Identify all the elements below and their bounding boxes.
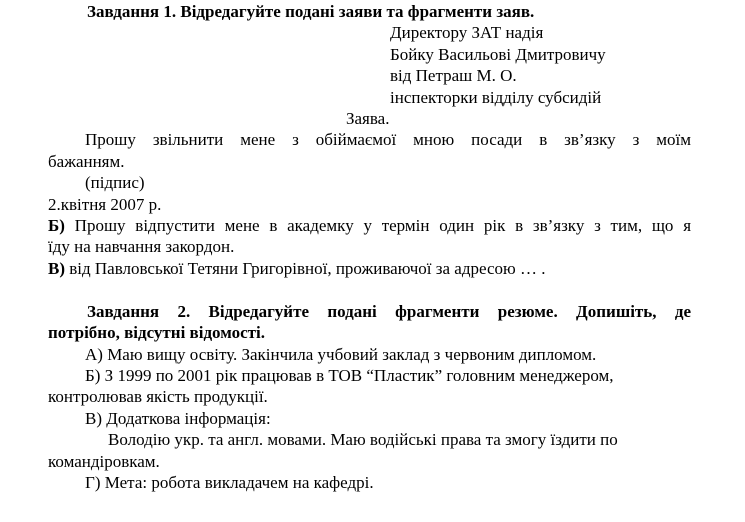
resume-item-b-line-2: контролював якість продукції. bbox=[48, 387, 268, 406]
signature-label: (підпис) bbox=[85, 173, 145, 192]
addressee-line-2: Бойку Васильові Дмитровичу bbox=[390, 45, 606, 64]
resume-item-c-text-line-1: Володію укр. та англ. мовами. Маю водійські права та змогу їздити по bbox=[108, 430, 618, 449]
addressee-line-4: інспекторки відділу субсидій bbox=[390, 88, 602, 107]
document-title: Заява. bbox=[346, 109, 390, 128]
fragment-b-marker: Б) bbox=[48, 216, 65, 235]
resume-item-c: В) Додаткова інформація: bbox=[85, 409, 271, 428]
resume-item-b-line-1: Б) З 1999 по 2001 рік працював в ТОВ “Пластик” головним менеджером, bbox=[85, 366, 614, 385]
fragment-b-line-1 bbox=[48, 215, 691, 236]
task2-heading-line-1: Завдання 2. Відредагуйте подані фрагменти резюме. Допишіть, де bbox=[87, 302, 691, 321]
date-text: 2.квітня 2007 р. bbox=[48, 195, 162, 214]
body-text-line-1: Прошу звільнити мене з обіймаємої мною посади в зв’язку з моїм bbox=[85, 130, 691, 149]
resume-item-d: Г) Мета: робота викладачем на кафедрі. bbox=[85, 473, 374, 492]
fragment-c-marker: В) bbox=[48, 259, 65, 278]
fragment-c-line bbox=[48, 258, 545, 279]
task1-heading: Завдання 1. Відредагуйте подані заяви та фрагменти заяв. bbox=[87, 2, 535, 21]
fragment-c-text: від Павловської Тетяни Григорівної, проживаючої за адресою … . bbox=[69, 259, 546, 278]
fragment-b-line-2: їду на навчання закордон. bbox=[48, 237, 235, 256]
fragment-b-text: Прошу відпустити мене в академку у термін один рік в зв’язку з тим, що я bbox=[74, 216, 692, 235]
task2-heading-line-2: потрібно, відсутні відомості. bbox=[48, 323, 265, 342]
body-text-line-2: бажанням. bbox=[48, 152, 125, 171]
resume-item-c-text-line-2: командіровкам. bbox=[48, 452, 160, 471]
resume-item-a: А) Маю вищу освіту. Закінчила учбовий заклад з червоним дипломом. bbox=[85, 345, 597, 364]
addressee-line-1: Директору ЗАТ надія bbox=[390, 23, 544, 42]
addressee-line-3: від Петраш М. О. bbox=[390, 66, 517, 85]
